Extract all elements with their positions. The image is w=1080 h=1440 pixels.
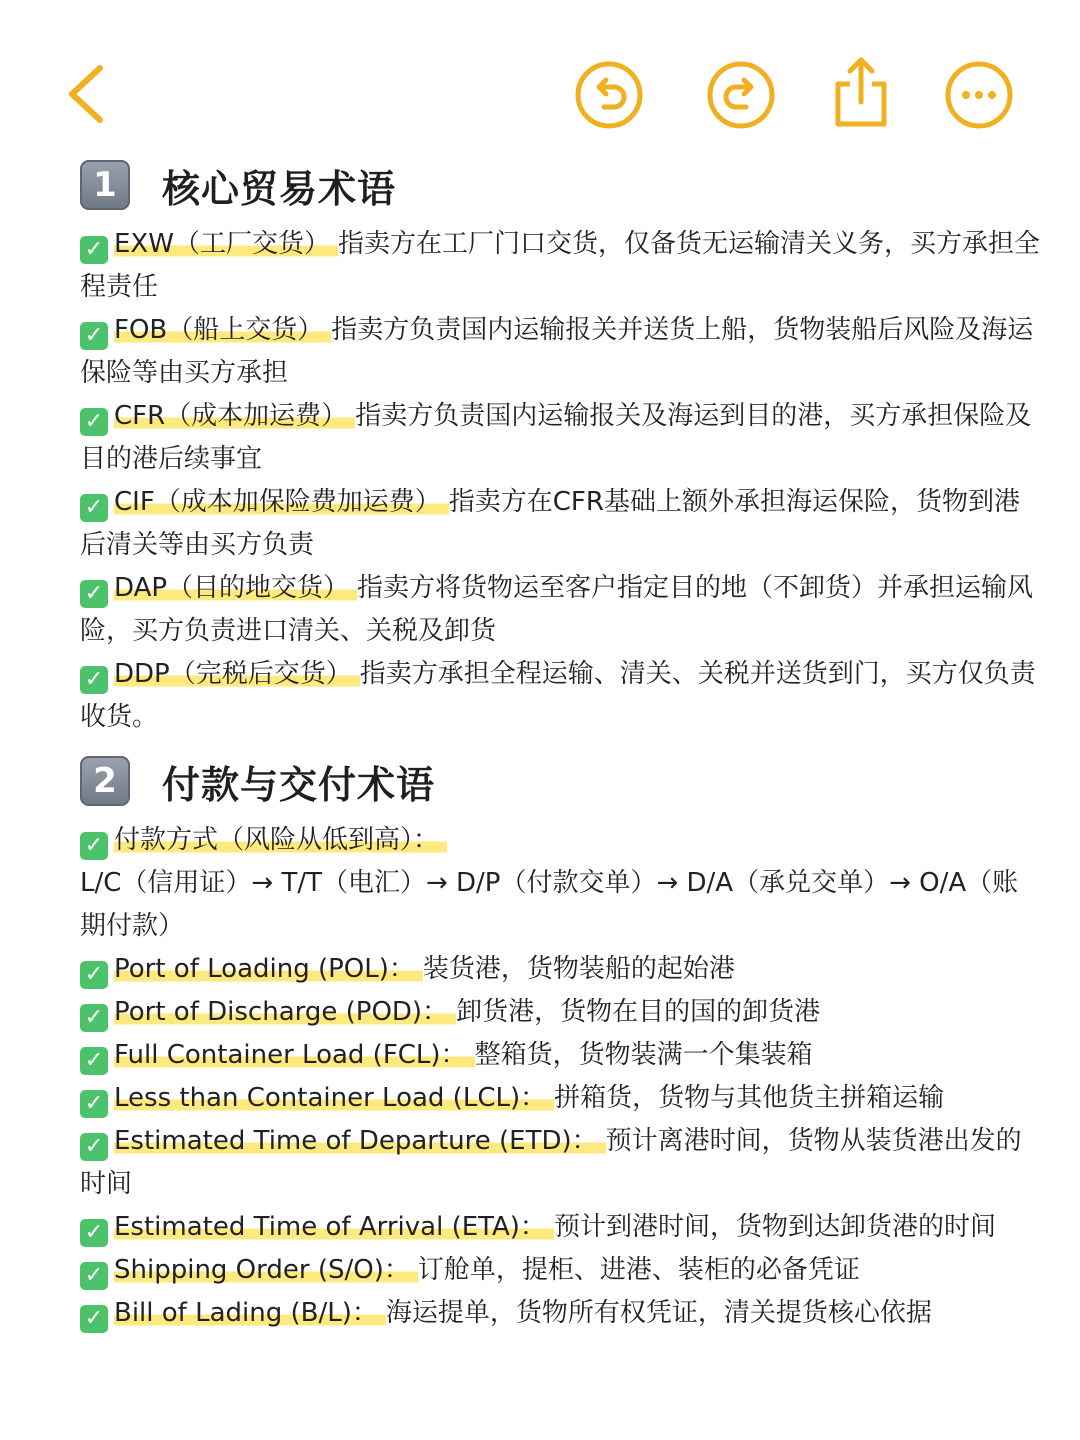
term-label: Less than Container Load (LCL)： xyxy=(114,1083,554,1113)
checkmark-icon: ✓ xyxy=(80,236,108,264)
section-title: 付款与交付术语 xyxy=(162,762,436,807)
term-description: 指卖方负责国内运输报关并送货上船，货物装船后风险及海运保险等由买方承担 xyxy=(80,315,1034,388)
term-label: FOB（船上交货） xyxy=(114,315,331,345)
term-description: 指卖方在工厂门口交货，仅备货无运输清关义务，买方承担全程责任 xyxy=(80,229,1040,302)
checkmark-icon: ✓ xyxy=(80,961,108,989)
chevron-left-icon[interactable] xyxy=(60,62,120,126)
term-label: Shipping Order (S/O)： xyxy=(114,1255,418,1285)
term-description: 装货港，货物装船的起始港 xyxy=(422,954,735,984)
list-item xyxy=(80,309,1040,395)
section-2-heading xyxy=(80,751,1040,811)
checkmark-icon: ✓ xyxy=(80,1133,108,1161)
term-description: 拼箱货，货物与其他货主拼箱运输 xyxy=(554,1083,945,1113)
note-content xyxy=(80,155,1040,1335)
term-description: 指卖方在CFR基础上额外承担海运保险，货物到港后清关等由买方负责 xyxy=(80,487,1020,560)
checkmark-icon: ✓ xyxy=(80,1262,108,1290)
term-label: CFR（成本加运费） xyxy=(114,401,355,431)
term-label: Bill of Lading (B/L)： xyxy=(114,1298,386,1328)
checkmark-icon: ✓ xyxy=(80,580,108,608)
list-item xyxy=(80,1120,1040,1206)
term-label: DDP（完税后交货） xyxy=(114,659,360,689)
checkmark-icon: ✓ xyxy=(80,322,108,350)
checkmark-icon: ✓ xyxy=(80,1047,108,1075)
term-description: 指卖方负责国内运输报关及海运到目的港，买方承担保险及目的港后续事宜 xyxy=(80,401,1032,474)
term-label: Port of Loading (POL)： xyxy=(114,954,423,984)
top-toolbar xyxy=(0,0,1080,150)
term-label: Estimated Time of Departure (ETD)： xyxy=(114,1126,606,1156)
term-description: 整箱货，货物装满一个集装箱 xyxy=(474,1040,813,1070)
more-icon[interactable] xyxy=(944,60,1014,130)
section-1-heading xyxy=(80,155,1040,215)
term-label: DAP（目的地交货） xyxy=(114,573,357,603)
checkmark-icon: ✓ xyxy=(80,1219,108,1247)
term-label: Estimated Time of Arrival (ETA)： xyxy=(114,1212,554,1242)
term-description: 订舱单，提柜、进港、装柜的必备凭证 xyxy=(417,1255,860,1285)
term-description: 卸货港，货物在目的国的卸货港 xyxy=(456,997,821,1027)
number-badge: 1 xyxy=(80,160,130,210)
term-description: 预计到港时间，货物到达卸货港的时间 xyxy=(553,1212,996,1242)
list-item xyxy=(80,1292,1040,1335)
undo-icon[interactable] xyxy=(574,60,644,130)
payment-heading: 付款方式（风险从低到高）： xyxy=(114,825,447,855)
checkmark-icon: ✓ xyxy=(80,1004,108,1032)
checkmark-icon: ✓ xyxy=(80,832,108,860)
list-item xyxy=(80,653,1040,739)
list-item xyxy=(80,567,1040,653)
list-item xyxy=(80,1034,1040,1077)
list-item xyxy=(80,819,1040,862)
list-item xyxy=(80,223,1040,309)
term-description: 预计离港时间，货物从装货港出发的时间 xyxy=(80,1126,1022,1199)
list-item xyxy=(80,1206,1040,1249)
checkmark-icon: ✓ xyxy=(80,408,108,436)
list-item xyxy=(80,395,1040,481)
term-description: 海运提单，货物所有权凭证，清关提货核心依据 xyxy=(385,1298,932,1328)
list-item xyxy=(80,481,1040,567)
checkmark-icon: ✓ xyxy=(80,666,108,694)
term-label: CIF（成本加保险费加运费） xyxy=(114,487,449,517)
term-description: 指卖方承担全程运输、清关、关税并送货到门，买方仅负责收货。 xyxy=(80,659,1036,732)
section-title: 核心贸易术语 xyxy=(162,166,397,211)
term-label: EXW（工厂交货） xyxy=(114,229,338,259)
list-item xyxy=(80,1249,1040,1292)
checkmark-icon: ✓ xyxy=(80,1305,108,1333)
checkmark-icon: ✓ xyxy=(80,1090,108,1118)
term-label: Full Container Load (FCL)： xyxy=(114,1040,475,1070)
number-badge: 2 xyxy=(80,756,130,806)
list-item xyxy=(80,1077,1040,1120)
term-label: Port of Discharge (POD)： xyxy=(114,997,456,1027)
list-item xyxy=(80,991,1040,1034)
list-item xyxy=(80,948,1040,991)
term-description: 指卖方将货物运至客户指定目的地（不卸货）并承担运输风险，买方负责进口清关、关税及卸货 xyxy=(80,573,1034,646)
payment-flow: L/C（信用证）→ T/T（电汇）→ D/P（付款交单）→ D/A（承兑交单）→ O/A（账期付款） xyxy=(80,868,1019,941)
checkmark-icon: ✓ xyxy=(80,494,108,522)
share-icon[interactable] xyxy=(830,54,892,130)
redo-icon[interactable] xyxy=(706,60,776,130)
